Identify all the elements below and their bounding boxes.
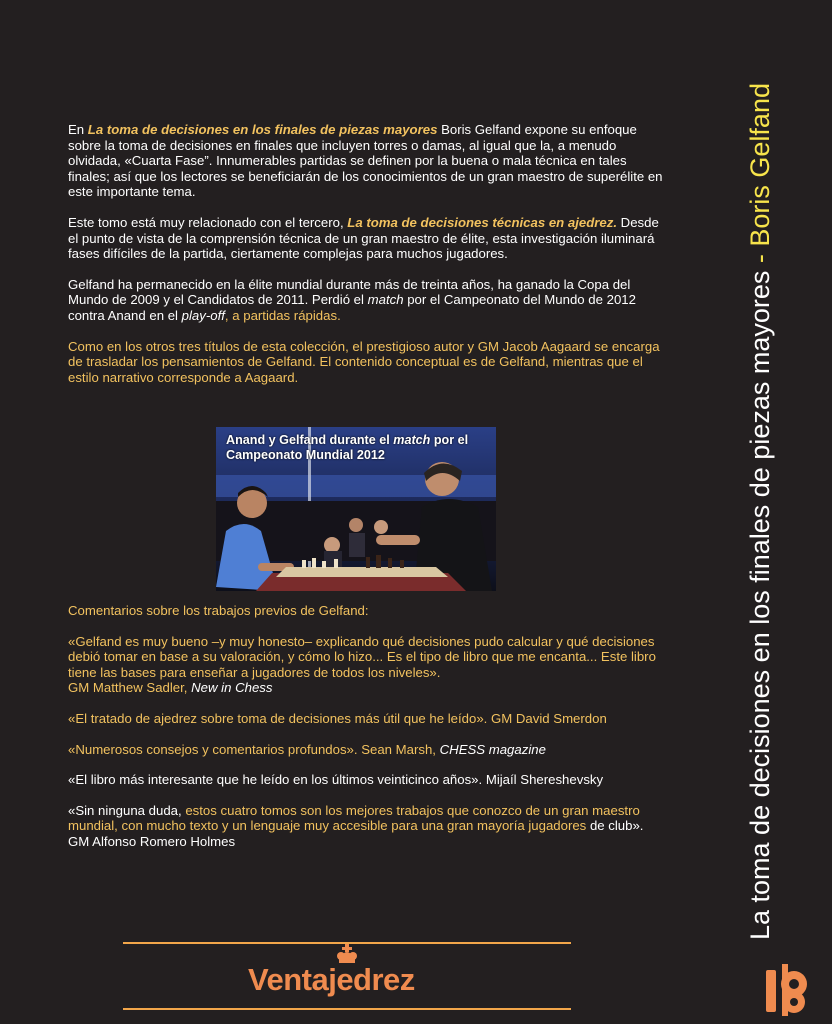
reviews-section [68, 603, 668, 865]
quote-text: de club». GM Alfonso Romero Holmes [68, 818, 644, 849]
spine-author: Boris Gelfand [745, 83, 775, 247]
divider-bottom [123, 1008, 571, 1010]
related-book-title: La toma de decisiones técnicas en ajedrez. [347, 214, 618, 230]
review-quote-5 [68, 803, 668, 850]
quote-author: GM Matthew Sadler, [68, 680, 192, 696]
intro-paragraph-4: Como en los otros tres títulos de esta colección, el prestigioso autor y GM Jacob Aagaard se encarga de trasladar los pensamientos de Gelfand. El contenido conceptual es de Gelfand, mientras que el estilo narrativo corresponde a Aagaard. [68, 338, 660, 385]
book-title-emphasis: La toma de decisiones en los finales de piezas mayores [87, 122, 438, 137]
review-quote-4: «El libro más interesante que he leído en los últimos veinticinco años». Mijaíl Shereshevsky [68, 772, 604, 788]
crown-icon [336, 944, 358, 964]
spine-title [745, 25, 776, 940]
match-photo [216, 427, 496, 591]
review-quote-3 [68, 742, 668, 758]
text-span: Desde el punto de vista de la comprensión técnica de un gran maestro de élite, esta investigación iluminará fases difíciles de la partida, ciertamente complejas para muchos jugadores. [68, 214, 659, 262]
quote-source: New in Chess [191, 680, 273, 696]
spine-publisher-icon [764, 964, 810, 1016]
text-span: Este tomo está muy relacionado con el tercero, [68, 214, 348, 230]
text-span: , a partidas rápidas. [224, 307, 341, 323]
caption-text: por el Campeonato Mundial 2012 [226, 433, 469, 462]
publisher-logo: Ventajedrez [248, 962, 415, 997]
text-span: por el Campeonato del Mundo de 2012 contra Anand en el [68, 292, 636, 323]
intro-paragraph-1 [68, 122, 668, 200]
quote-text: «Gelfand es muy bueno –y muy honesto– explicando qué decisiones pudo calcular y qué decisiones debió tomar en base a su valoración, y cómo lo hizo... Es el tipo de libro que me encanta... Este libro tiene las bases para enseñar a jugadores de todos los niveles». [68, 633, 656, 680]
text-italic: play-off [181, 307, 225, 323]
photo-caption [226, 433, 494, 463]
review-quote-2: «El tratado de ajedrez sobre toma de decisiones más útil que he leído». GM David Smerdon [68, 710, 607, 726]
spine-separator: - [745, 246, 775, 271]
quote-text: estos cuatro tomos son los mejores trabajos que conozco de un gran maestro mundial, con mucho texto y un lenguaje muy accesible para una gran mayoría jugadores [68, 802, 640, 834]
review-quote-1 [68, 634, 668, 696]
text-span: En [68, 122, 88, 137]
back-cover-text [68, 122, 668, 400]
quote-text: «Numerosos consejos y comentarios profundos». Sean Marsh, [68, 741, 440, 757]
text-span: Boris Gelfand expone su enfoque sobre la toma de decisiones en finales que incluyen torres o damas, al igual que la, a menudo olvidada, «Cuarta Fase”. Innumerables partidas se definen por la buena o mala técnica en tales finales; así que los lectores se beneficiarán de los conocimientos de un gran maestro de superélite en este importante tema. [68, 122, 663, 200]
quote-source: CHESS magazine [439, 741, 546, 757]
intro-paragraph-3 [68, 277, 668, 324]
intro-paragraph-2 [68, 215, 668, 262]
quote-text: «Sin ninguna duda, [68, 802, 186, 818]
caption-italic: match [393, 433, 431, 447]
text-italic: match [367, 292, 404, 308]
caption-text: Anand y Gelfand durante el [226, 433, 394, 447]
reviews-heading: Comentarios sobre los trabajos previos de Gelfand: [68, 603, 369, 618]
spine-book-title: La toma de decisiones en los finales de piezas mayores [745, 270, 775, 940]
text-span: Gelfand ha permanecido en la élite mundial durante más de treinta años, ha ganado la Copa del Mundo de 2009 y el Candidatos de 2011. Perdió el [68, 276, 631, 308]
